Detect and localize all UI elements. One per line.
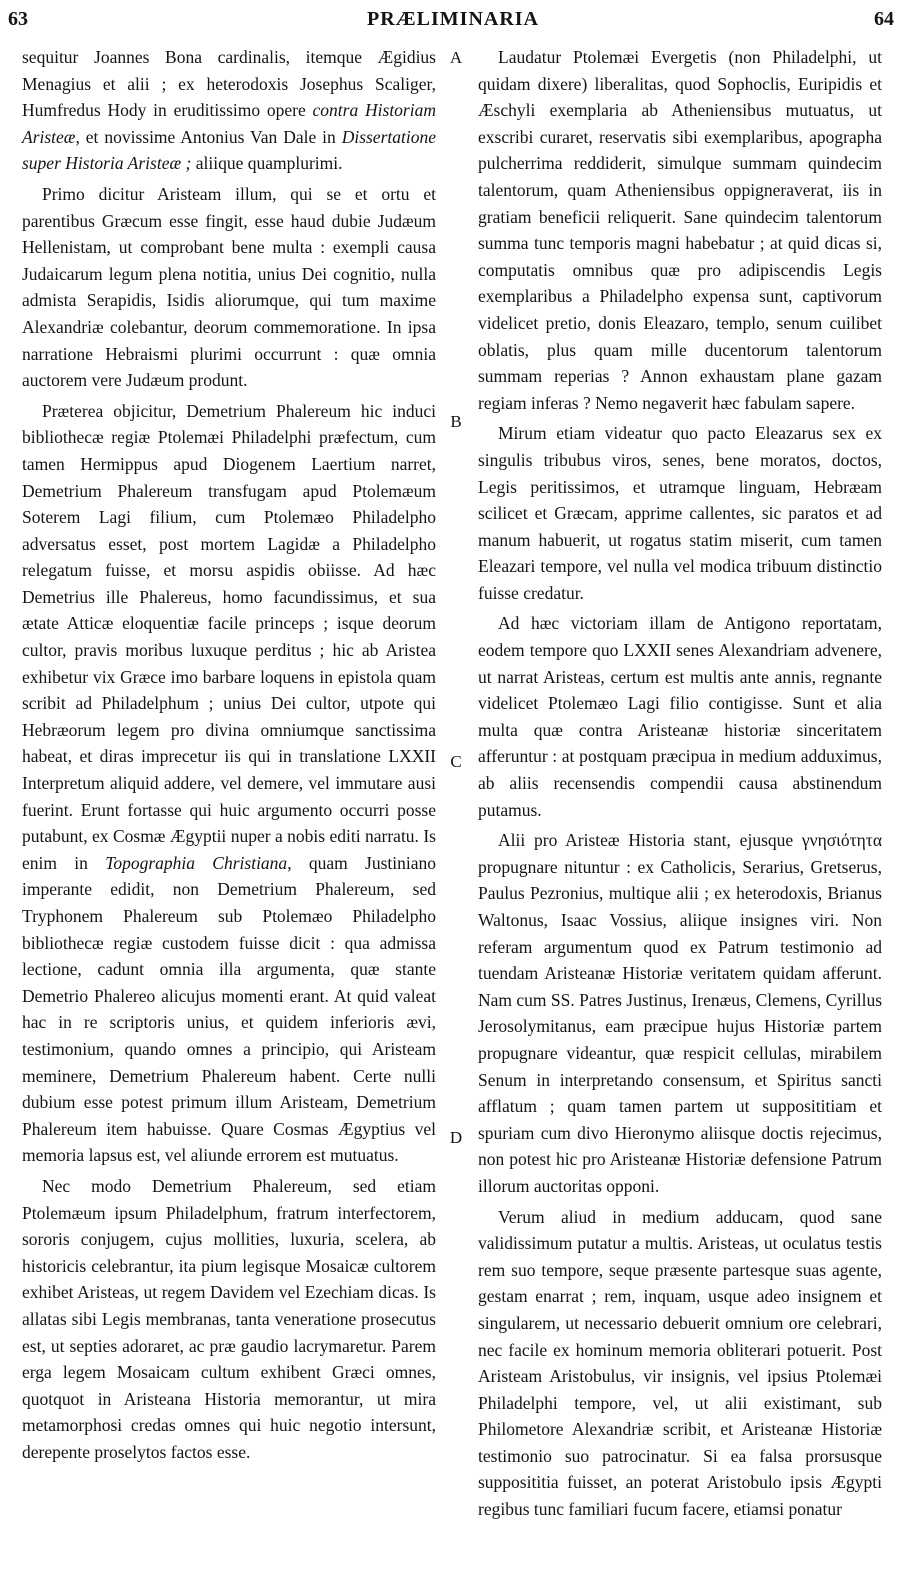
margin-letter-a: A: [449, 48, 463, 67]
margin-letter-b: B: [450, 412, 462, 431]
running-title: PRÆLIMINARIA: [367, 8, 539, 30]
paragraph: Ad hæc victoriam illam de Antigono reportatam, eodem tempore quo LXXII senes Alexandriam advenere, ut narrat Aristeas, certum est multis ante annis, regnante videlicet Ptolemæo Lagi filio contigisse. Sunt et alia multa quæ contra Aristeanæ historiæ sinceritatem afferuntur : at postquam præcipua in medium adduximus, ab aliis recensendis compendii causa abstinendum putamus.: [478, 613, 882, 820]
paragraph: [22, 398, 436, 1169]
italic-title: Topographia Christiana: [105, 852, 288, 873]
text-run: , quam Justiniano imperante edidit, non Demetrium Phalereum, sed Tryphonem Phalereum sub Ptolemæo Philadelpho bibliothecæ regiæ custodem fuisse dicit : qua admissa lectione, cadunt omnia illa argumenta, quæ stante Demetrio Phalereo alicujus momenti erant. At quid valeat hac in re scriptoris unius, et quidem inferioris ævi, testimonium, quando omnes a principio, qui Aristeam meminere, Demetrium Phalereum habent. Certe nulli dubium esse potest primum illum Aristeam, Demetrium Phalereum item habuisse. Quare Cosmas Ægyptius vel memoria lapsus est, vel aliunde errorem est mutuatus.: [22, 852, 437, 1166]
paragraph: Laudatur Ptolemæi Evergetis (non Philadelphi, ut quidam dixere) liberalitas, quod Sophoclis, Euripidis et Æschyli exemplaria ab Atheniensibus mutuatus, ut exscribi curaret, reservatis sibi exemplaribus, apographa pulcherrima reddiderit, simulque summam quindecim talentorum, quam Atheniensibus oppigneraverat, iis in gratiam beneficii reliquerit. Sane quindecim talentorum summa tunc temporis magni habebatur ; at quid dicas si, computatis omnibus quæ pro adipiscendis Legis exemplaribus a Philadelpho expensa sunt, captivorum videlicet pretio, donis Eleazaro, templo, senum cuilibet oblatis, plus quam mille ducentorum talentorum summam reperias ? Annon exhaustam plane gazam regiam inferas ? Nemo negaverit hæc fabulam sapere.: [478, 47, 882, 413]
text-run: sequitur Joannes Bona cardinalis, itemque Ægidius Menagius et alii ; ex heterodoxis Josephus Scaliger, Humfredus Hody in eruditissimo opere: [22, 47, 436, 121]
right-column: [478, 44, 882, 1534]
text-run: , et novissime Antonius Van Dale in: [75, 126, 342, 147]
text-run: aliique quamplurimi.: [191, 153, 343, 174]
page-number-left: 63: [8, 8, 28, 30]
margin-letter-d: D: [449, 1128, 463, 1147]
paragraph: Verum aliud in medium adducam, quod sane validissimum putatur a multis. Aristeas, ut oculatus testis rem suo tempore, seque præsente partesque suas agente, gestam enarrat ; rem, inquam, usque adeo insignem et singularem, ut necessario debuerit omnium ore celebrari, nec facile ex hominum memoria obliterari potuerit. Post Aristeam Aristobulus, vir insignis, vel ipsius Ptolemæi Philadelphi tempore, vel, ut alii existimant, sub Philometore Alexandriæ scribit, et Aristeanæ Historiæ testimonio suo patrocinatur. Si ea falsa prorsusque supposititia fuisset, an poterat Aristobulo ipsis Ægypti regibus tunc familiari fucum facere, etiamsi ponatur: [478, 1206, 882, 1520]
page-number-right: 64: [874, 8, 894, 30]
italic-title: Dissertatione super Historia Aristeæ ;: [22, 126, 436, 174]
left-column: [22, 44, 436, 1534]
page-header: [0, 8, 906, 38]
paragraph: [478, 827, 882, 1199]
text-run: Alii pro Aristeæ Historia stant, ejusque: [498, 830, 802, 851]
paragraph: Nec modo Demetrium Phalereum, sed etiam Ptolemæum ipsum Philadelphum, fratrum interfectorem, sororis conjugem, cujus mollities, luxuria, scelera, ab historicis celebrantur, ita pium legisque Mosaicæ cultorem exhibet Aristeas, ut regem Davidem vel Ezechiam dicas. Is allatas sibi Legis membranas, tanta veneratione prosecutus est, ut septies adoraret, ac præ gaudio lacrymaretur. Parem erga legem Mosaicam cultum exhibent Græci omnes, quotquot in Aristeana Historia memorantur, ut mira metamorphosi credas omnes qui huic negotio intersunt, derepente proselytos factos esse.: [22, 1175, 436, 1462]
text-run: propugnare nituntur : ex Catholicis, Serarius, Gretserus, Paulus Pezronius, multique alii ; ex heterodoxis, Brianus Waltonus, Isaac Vossius, aliique insignes viri. Non referam argumentum quod ex Patrum testimonio ad tuendam Aristeanæ Historiæ veritatem quidam afferunt. Nam cum SS. Patres Justinus, Irenæus, Clemens, Cyrillus Jerosolymitanus, eam præcipue hujus Historiæ partem propugnare videantur, quæ respicit cellulas, mirabilem Senum in interpretando consensum, et Spiritus sancti afflatum ; quam tamen partem ut supposititiam et spuriam cum divo Hieronymo aliisque doctis rejecimus, non potest hic pro Aristeanæ Historiæ defensione Patrum illorum auctoritas opponi.: [478, 856, 882, 1196]
paragraph: Mirum etiam videatur quo pacto Eleazarus sex ex singulis tribubus viros, senes, bene moratos, doctos, Legis peritissimos, et utramque linguam, Hebræam scilicet et Græcam, apprime callentes, sic paratos et ad manum habuerit, ut rogatus statim miserit, cum tamen Eleazari tempore, vel nulla vel modica tribuum distinctio fuisse credatur.: [478, 423, 882, 603]
greek-word: γνησιότητα: [801, 830, 882, 851]
text-run: Præterea objicitur, Demetrium Phalereum hic induci bibliothecæ regiæ Ptolemæi Philadelphi præfectum, cum tamen Hermippus apud Diogenem Laertium narret, Demetrium Phalereum transfugam apud Ptolemæum Soterem Lagi filium, cum Ptolemæo Philadelpho adversatus esset, post mortem Lagidæ a Philadelpho relegatum fuisse, et morsu aspidis obiisse. Ad hæc Demetrius ille Phalereus, homo facundissimus, et sua ætate Atticæ eloquentiæ facile princeps ; isque deorum cultor, pravis moribus luxuque perditus ; hic ab Aristea exhibetur vix Græce imo barbare loquens in epistola quam scribit ad Philadelphum ; unius Dei cultor, utpote qui Hebræorum legem pro divina omniumque sanctissima habeat, et diras imprecetur iis qui in translatione LXXII Interpretum aliquid addere, vel demere, vel immutare ausi fuerint. Erunt fortasse qui huic argumento occurri posse putabunt, ex Cosmæ Ægyptii nuper a nobis editi narratu. Is enim in: [22, 400, 436, 873]
italic-title: contra Historiam Aristeæ: [22, 100, 436, 147]
margin-letter-c: C: [450, 752, 462, 771]
paragraph: [22, 44, 436, 177]
paragraph: Primo dicitur Aristeam illum, qui se et ortu et parentibus Græcum esse fingit, esse haud dubie Judæum Hellenistam, ut comprobant bene multa : exempli causa Judaicarum legum plena notitia, unius Dei cognitio, nulla admista Serapidis, Isidis aliorumque, qui tum maxime Alexandriæ colebantur, deorum commemoratione. In ipsa narratione Hebraismi plurimi occurrunt : quæ omnia auctorem vere Judæum produnt.: [22, 183, 436, 391]
